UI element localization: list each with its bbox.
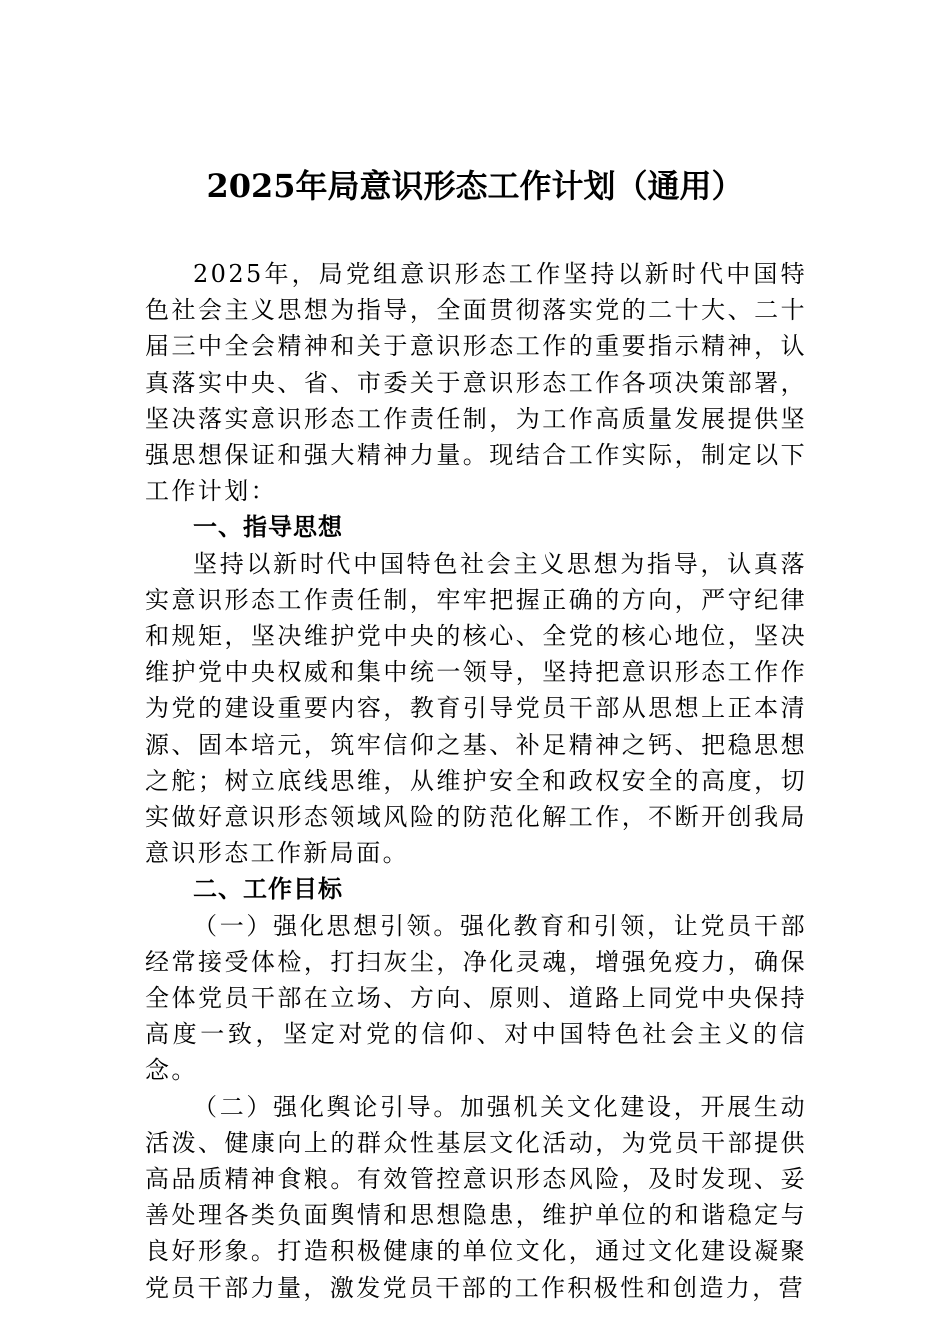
goal-item-opinion-guidance xyxy=(145,1089,807,1306)
document-body xyxy=(145,256,807,1306)
intro-paragraph: 2025年，局党组意识形态工作坚持以新时代中国特色社会主义思想为指导，全面贯彻落实党的二十大、二十届三中全会精神和关于意识形态工作的重要指示精神，认真落实中央、省、市委关于意识形态工作各项决策部署，坚决落实意识形态工作责任制，为工作高质量发展提供坚强思想保证和强大精神力量。现结合工作实际，制定以下工作计划： xyxy=(145,260,807,506)
goal-item-thought-guidance xyxy=(145,908,807,1089)
goal-item-text: 加强机关文化建设，开展生动活泼、健康向上的群众性基层文化活动，为党员干部提供高品质精神食粮。有效管控意识形态风险，及时发现、妥善处理各类负面舆情和思想隐患，维护单位的和谐稳定与良好形象。打造积极健康的单位文化，通过文化建设凝聚党员干部力量，激发党员干部的工作积极性和创造力，营 xyxy=(145,1092,808,1302)
section-heading-guiding-ideology: 一、指导思想 xyxy=(193,513,343,542)
section-paragraph-guiding-ideology: 坚持以新时代中国特色社会主义思想为指导，认真落实意识形态工作责任制，牢牢把握正确的方向，严守纪律和规矩，坚决维护党中央的核心、全党的核心地位，坚决维护党中央权威和集中统一领导，坚持把意识形态工作作为党的建设重要内容，教育引导党员干部从思想上正本清源、固本培元，筑牢信仰之基、补足精神之钙、把稳思想之舵；树立底线思维，从维护安全和政权安全的高度，切实做好意识形态领域风险的防范化解工作，不断开创我局意识形态工作新局面。 xyxy=(145,549,807,868)
goal-item-text: 强化教育和引领，让党员干部经常接受体检，打扫灰尘，净化灵魂，增强免疫力，确保全体党员干部在立场、方向、原则、道路上同党中央保持高度一致，坚定对党的信仰、对中国特色社会主义的信念。 xyxy=(145,911,808,1085)
document-title: 2025年局意识形态工作计划（通用） xyxy=(206,167,744,205)
goal-item-lead: （二）强化舆论引导。 xyxy=(193,1092,461,1121)
goal-item-lead: （一）强化思想引领。 xyxy=(193,911,461,940)
section-heading-work-goals: 二、工作目标 xyxy=(193,875,343,904)
